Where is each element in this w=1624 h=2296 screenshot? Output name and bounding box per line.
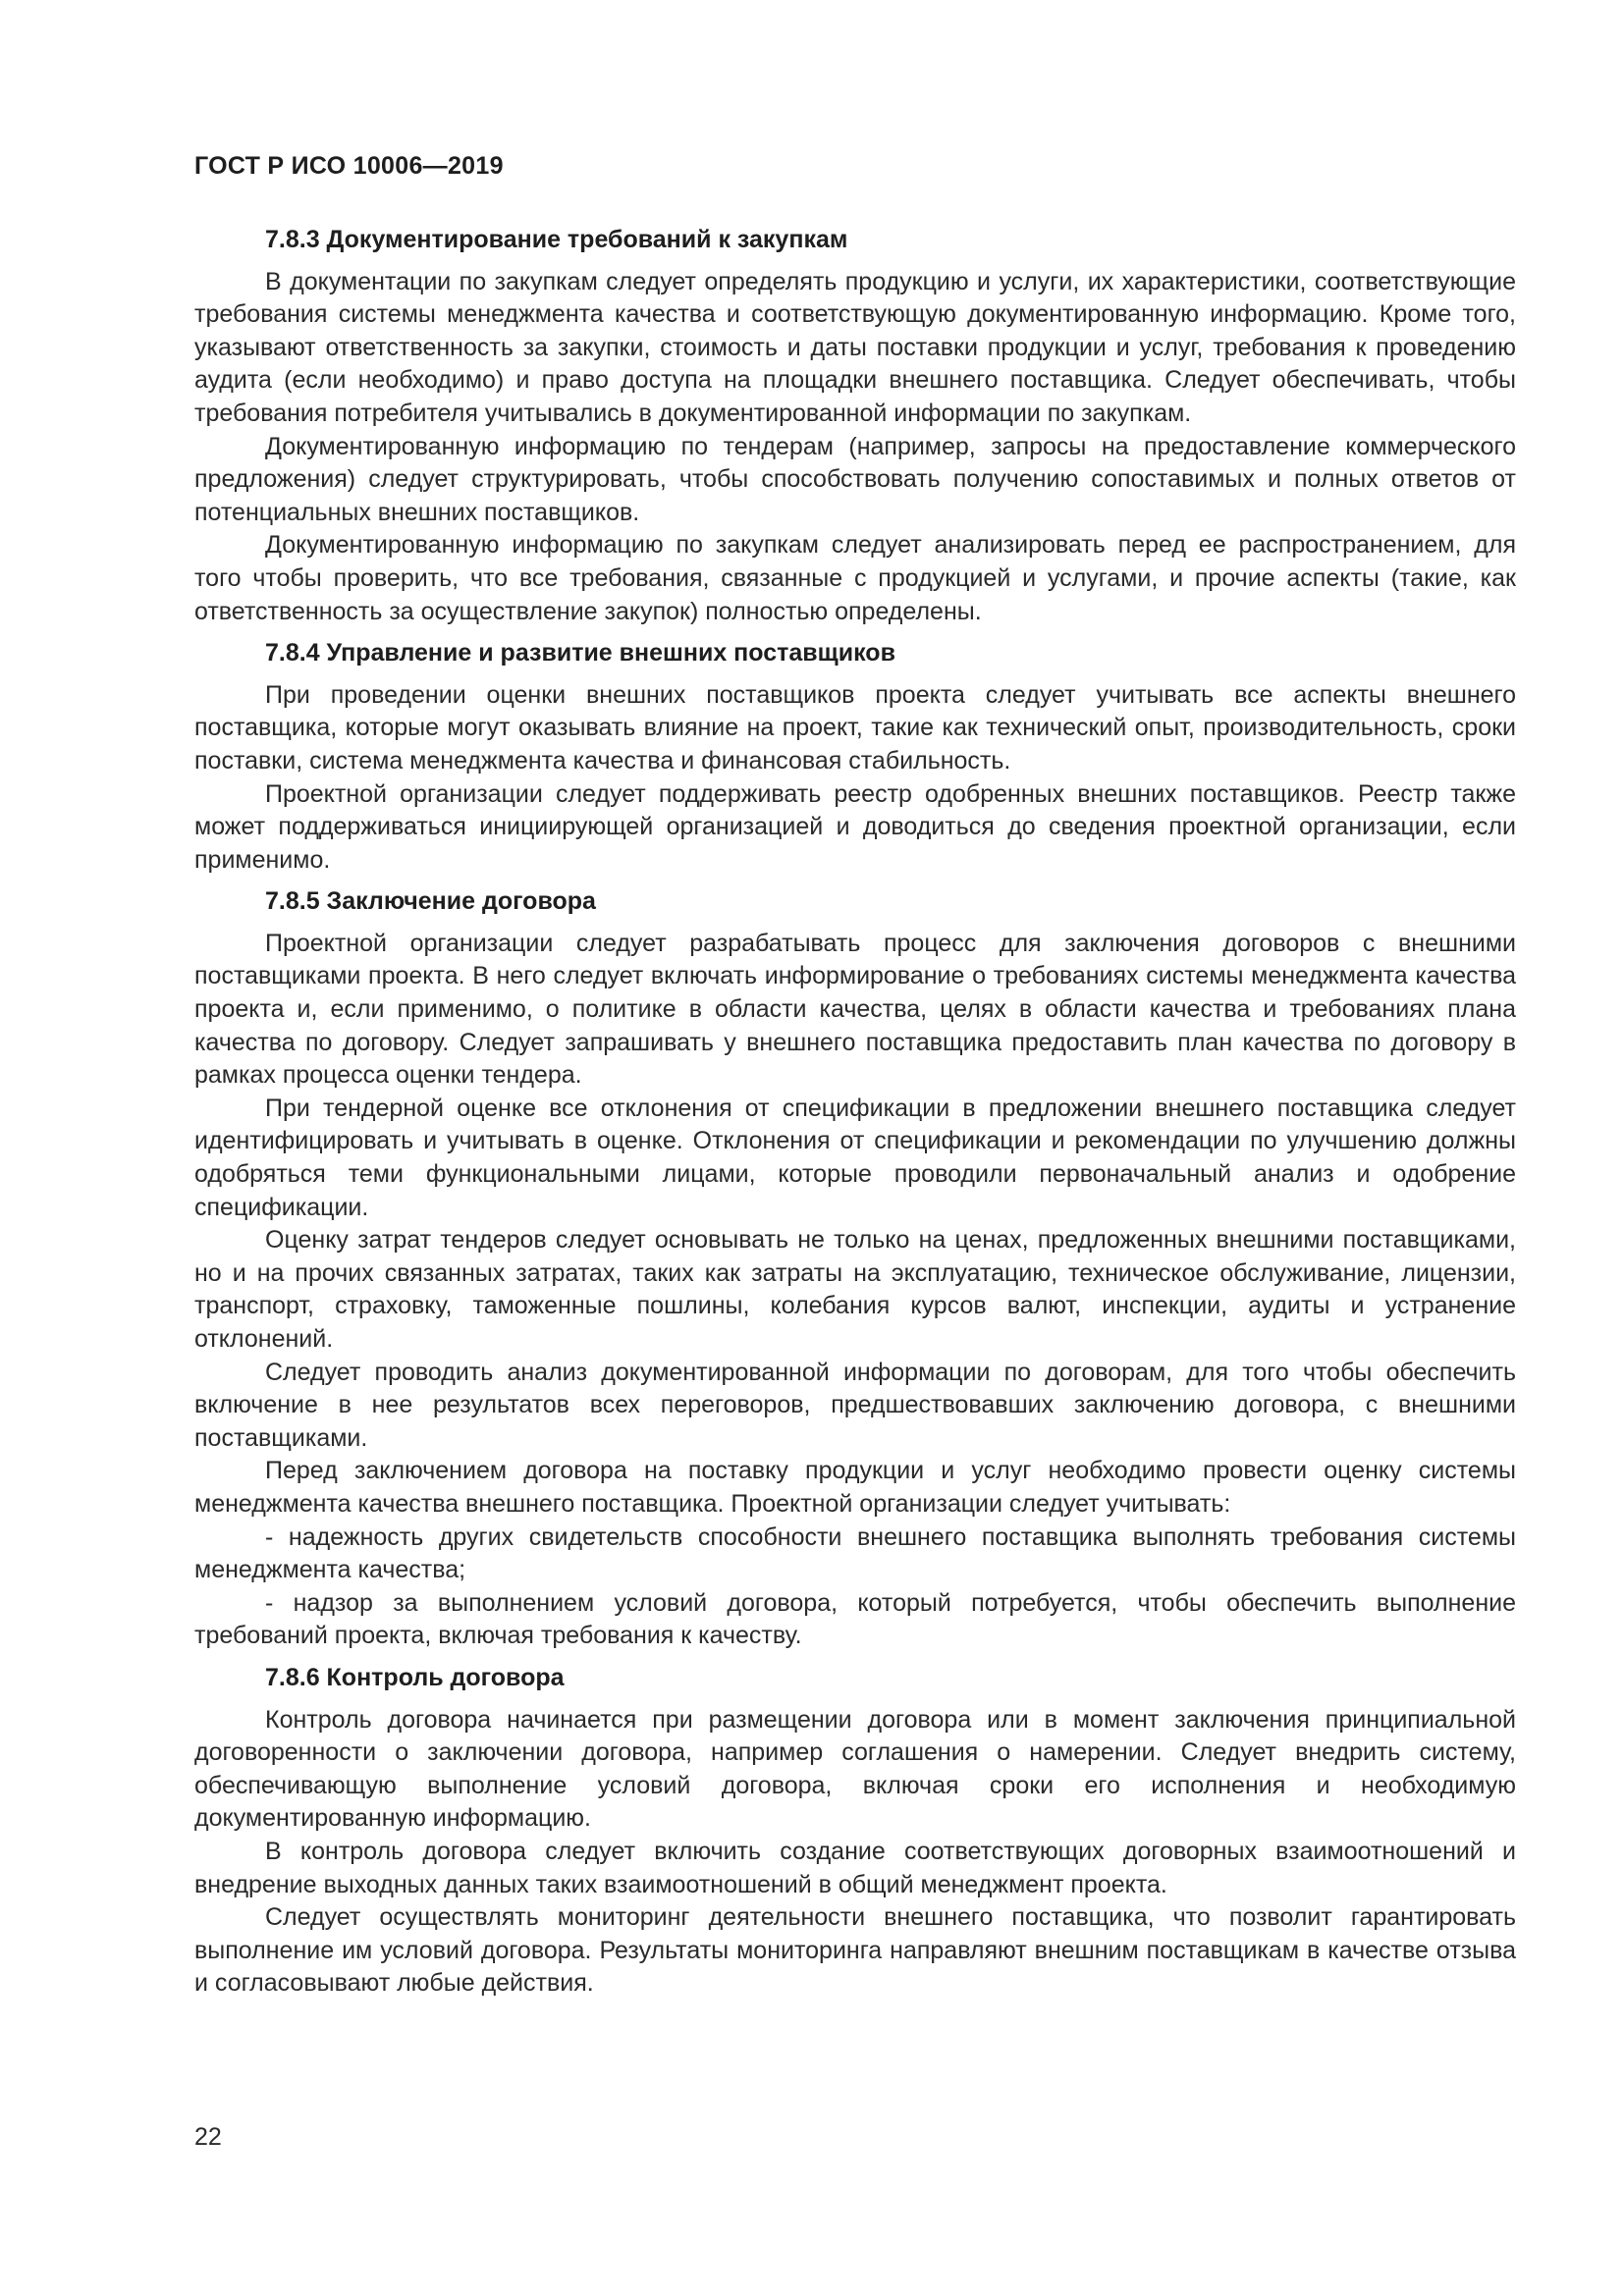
paragraph: Перед заключением договора на поставку продукции и услуг необходимо провести оценку системы менеджмента качества внешнего поставщика. Проектной организации следует учитывать: (194, 1457, 1516, 1518)
paragraph: Документированную информацию по тендерам (например, запросы на предоставление коммерческого предложения) следует структурировать, чтобы способствовать получению сопоставимых и полных ответов от потенциальных внешних поставщиков. (194, 432, 1516, 526)
paragraph: Документированную информацию по закупкам следует анализировать перед ее распространением, для того чтобы проверить, что все требования, связанные с продукцией и услугами, и прочие аспекты (такие, как ответственность за осуществление закупок) полностью определены. (194, 531, 1516, 625)
document-header: ГОСТ Р ИСО 10006—2019 (194, 152, 504, 180)
paragraph: Контроль договора начинается при размещении договора или в момент заключения принципиальной договоренности о заключении договора, например соглашения о намерении. Следует внедрить систему, обеспечивающую выполнение условий договора, включая сроки его исполнения и необходимую документированную информацию. (194, 1705, 1516, 1833)
paragraph: При тендерной оценке все отклонения от спецификации в предложении внешнего поставщика следует идентифицировать и учитывать в оценке. Отклонения от спецификации и рекомендации по улучшению должны одобряться теми функциональными лицами, которые проводили первоначальный анализ и одобрение спецификации. (194, 1094, 1516, 1221)
section-heading-7-8-6: 7.8.6 Контроль договора (265, 1663, 565, 1691)
page-number: 22 (194, 2123, 222, 2151)
section-heading-7-8-4: 7.8.4 Управление и развитие внешних поставщиков (265, 639, 895, 667)
paragraph: Проектной организации следует разрабатывать процесс для заключения договоров с внешними поставщиками проекта. В него следует включать информирование о требованиях системы менеджмента качества проекта и, если применимо, о политике в области качества, целях в области качества и требованиях плана качества по договору. Следует запрашивать у внешнего поставщика предоставить план качества по договору в рамках процесса оценки тендера. (194, 929, 1516, 1090)
list-item: - надзор за выполнением условий договора, который потребуется, чтобы обеспечить выполнение требований проекта, включая требования к качеству. (194, 1588, 1516, 1650)
paragraph: Проектной организации следует поддерживать реестр одобренных внешних поставщиков. Реестр также может поддерживаться инициирующей организацией и доводиться до сведения проектной организации, если применимо. (194, 779, 1516, 874)
list-item: - надежность других свидетельств способности внешнего поставщика выполнять требования системы менеджмента качества; (194, 1522, 1516, 1584)
section-heading-7-8-3: 7.8.3 Документирование требований к закупкам (265, 226, 848, 253)
paragraph: Оценку затрат тендеров следует основывать не только на ценах, предложенных внешними поставщиками, но и на прочих связанных затратах, таких как затраты на эксплуатацию, техническое обслуживание, лицензии, транспорт, страховку, таможенные пошлины, колебания курсов валют, инспекции, аудиты и устранение отклонений. (194, 1226, 1516, 1353)
paragraph: При проведении оценки внешних поставщиков проекта следует учитывать все аспекты внешнего поставщика, которые могут оказывать влияние на проект, такие как технический опыт, производительность, сроки поставки, система менеджмента качества и финансовая стабильность. (194, 680, 1516, 774)
section-heading-7-8-5: 7.8.5 Заключение договора (265, 887, 596, 916)
paragraph: В контроль договора следует включить создание соответствующих договорных взаимоотношений и внедрение выходных данных таких взаимоотношений в общий менеджмент проекта. (194, 1837, 1516, 1898)
paragraph: В документации по закупкам следует определять продукцию и услуги, их характеристики, соответствующие требования системы менеджмента качества и соответствующую документированную информацию. Кроме того, указывают ответственность за закупки, стоимость и даты поставки продукции и услуг, требования к проведению аудита (если необходимо) и право доступа на площадки внешнего поставщика. Следует обеспечивать, чтобы требования потребителя учитывались в документированной информации по закупкам. (194, 267, 1516, 427)
paragraph: Следует осуществлять мониторинг деятельности внешнего поставщика, что позволит гарантировать выполнение им условий договора. Результаты мониторинга направляют внешним поставщикам в качестве отзыва и согласовывают любые действия. (194, 1903, 1516, 1998)
document-body (194, 224, 1516, 2001)
paragraph: Следует проводить анализ документированной информации по договорам, для того чтобы обеспечить включение в нее результатов всех переговоров, предшествовавших заключению договора, с внешними поставщиками. (194, 1358, 1516, 1452)
